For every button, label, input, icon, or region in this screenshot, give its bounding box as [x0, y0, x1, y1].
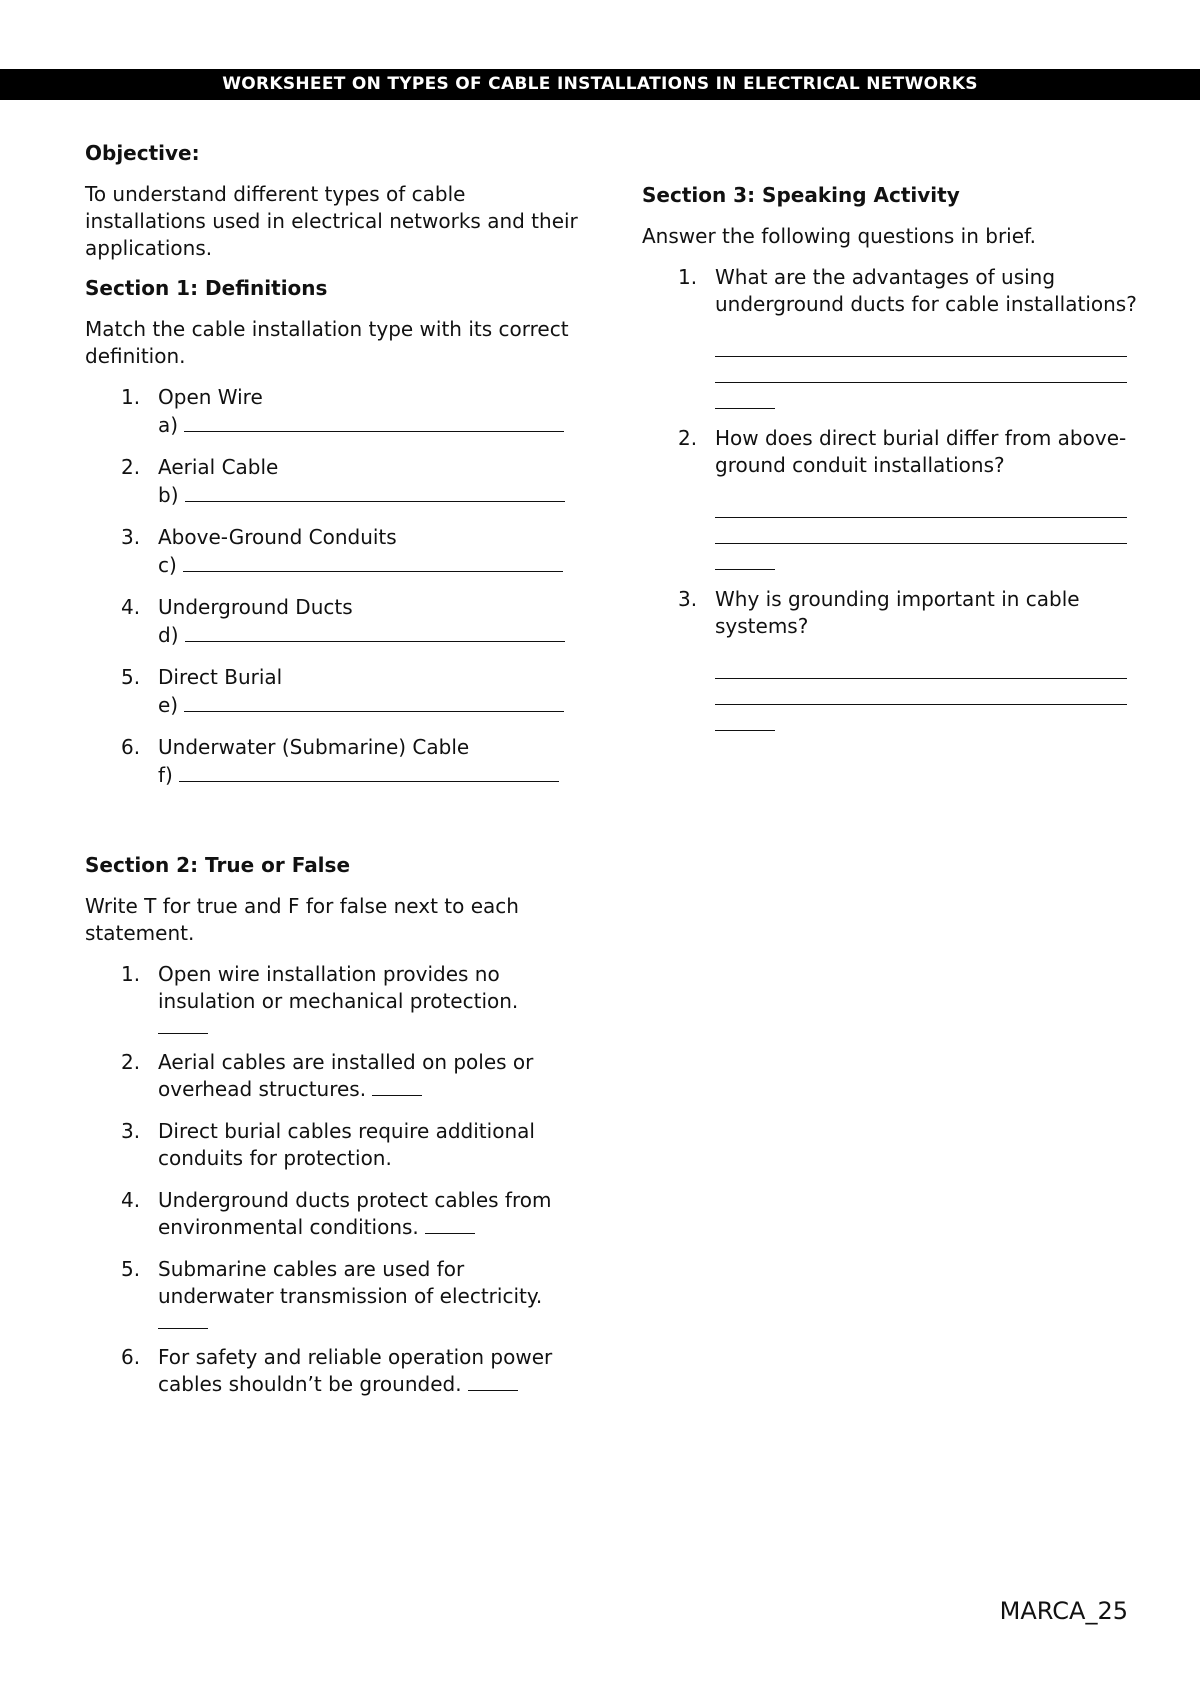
question-item [642, 425, 1142, 570]
answer-line[interactable] [715, 357, 1127, 383]
item-number: 5. [121, 665, 141, 689]
answer-line[interactable] [715, 492, 1127, 518]
footer-mark: MARCA_25 [999, 1597, 1128, 1625]
statement-item [85, 1118, 585, 1172]
tf-blank[interactable] [425, 1215, 475, 1234]
statement-text: Direct burial cables require additional conduits for protection. [158, 1119, 535, 1170]
statement-item [85, 1344, 585, 1398]
answer-letter: c) [158, 553, 177, 577]
statement-text: For safety and reliable operation power cables shouldn’t be grounded. [158, 1345, 553, 1396]
speaking-questions-list [642, 264, 1142, 731]
answer-blank[interactable] [184, 411, 564, 432]
definition-item [85, 384, 585, 439]
statement-text: Aerial cables are installed on poles or overhead structures. [158, 1050, 534, 1101]
section3-instruction: Answer the following questions in brief. [642, 224, 1036, 248]
worksheet-title: WORKSHEET ON TYPES OF CABLE INSTALLATIONS IN ELECTRICAL NETWORKS [0, 69, 1200, 100]
answer-letter: d) [158, 623, 179, 647]
item-number: 6. [121, 1345, 141, 1369]
definition-item [85, 594, 585, 649]
answer-letter: b) [158, 483, 179, 507]
answer-lines[interactable] [715, 653, 1142, 731]
item-number: 1. [678, 265, 698, 289]
answer-line[interactable] [715, 705, 775, 731]
question-item [642, 586, 1142, 731]
statement-item [85, 961, 585, 1034]
answer-blank[interactable] [184, 691, 564, 712]
right-column [642, 182, 1142, 746]
answer-lines[interactable] [715, 492, 1142, 570]
definitions-list [85, 384, 585, 789]
tf-blank[interactable] [158, 1015, 208, 1034]
answer-blank[interactable] [179, 761, 559, 782]
item-label: Underground Ducts [158, 595, 353, 619]
question-text: What are the advantages of using underground ducts for cable installations? [715, 265, 1137, 316]
answer-letter: a) [158, 413, 179, 437]
statement-item [85, 1187, 585, 1241]
answer-line[interactable] [715, 383, 775, 409]
section2-heading: Section 2: True or False [85, 853, 351, 877]
section3-heading: Section 3: Speaking Activity [642, 183, 960, 207]
question-text: Why is grounding important in cable systems? [715, 587, 1080, 638]
item-number: 1. [121, 385, 141, 409]
item-number: 2. [121, 455, 141, 479]
item-number: 3. [678, 587, 698, 611]
statement-item [85, 1256, 585, 1329]
answer-line[interactable] [715, 331, 1127, 357]
item-label: Direct Burial [158, 665, 283, 689]
item-number: 2. [678, 426, 698, 450]
item-label: Open Wire [158, 385, 263, 409]
item-number: 4. [121, 1188, 141, 1212]
item-number: 5. [121, 1257, 141, 1281]
answer-line[interactable] [715, 544, 775, 570]
section2-instruction: Write T for true and F for false next to each statement. [85, 894, 519, 945]
answer-line[interactable] [715, 679, 1127, 705]
answer-blank[interactable] [185, 621, 565, 642]
answer-blank[interactable] [183, 551, 563, 572]
answer-letter: f) [158, 763, 173, 787]
definition-item [85, 454, 585, 509]
question-text: How does direct burial differ from above-ground conduit installations? [715, 426, 1127, 477]
item-number: 3. [121, 525, 141, 549]
tf-blank[interactable] [468, 1372, 518, 1391]
item-number: 4. [121, 595, 141, 619]
statement-text: Submarine cables are used for underwater transmission of electricity. [158, 1257, 543, 1308]
item-label: Aerial Cable [158, 455, 279, 479]
section1-heading: Section 1: Definitions [85, 276, 328, 300]
tf-blank[interactable] [372, 1077, 422, 1096]
item-number: 3. [121, 1119, 141, 1143]
answer-lines[interactable] [715, 331, 1142, 409]
answer-blank[interactable] [185, 481, 565, 502]
item-label: Underwater (Submarine) Cable [158, 735, 470, 759]
item-number: 6. [121, 735, 141, 759]
statement-text: Open wire installation provides no insulation or mechanical protection. [158, 962, 519, 1013]
answer-line[interactable] [715, 518, 1127, 544]
tf-blank[interactable] [158, 1310, 208, 1329]
left-column [85, 140, 585, 1413]
definition-item [85, 524, 585, 579]
definition-item [85, 664, 585, 719]
objective-heading: Objective: [85, 141, 200, 165]
item-label: Above-Ground Conduits [158, 525, 397, 549]
answer-line[interactable] [715, 653, 1127, 679]
section1-instruction: Match the cable installation type with its correct definition. [85, 317, 569, 368]
statement-text: Underground ducts protect cables from environmental conditions. [158, 1188, 552, 1239]
statement-item [85, 1049, 585, 1103]
objective-text: To understand different types of cable installations used in electrical networks and their applications. [85, 182, 578, 260]
item-number: 1. [121, 962, 141, 986]
answer-letter: e) [158, 693, 179, 717]
question-item [642, 264, 1142, 409]
definition-item [85, 734, 585, 789]
item-number: 2. [121, 1050, 141, 1074]
true-false-list [85, 961, 585, 1398]
